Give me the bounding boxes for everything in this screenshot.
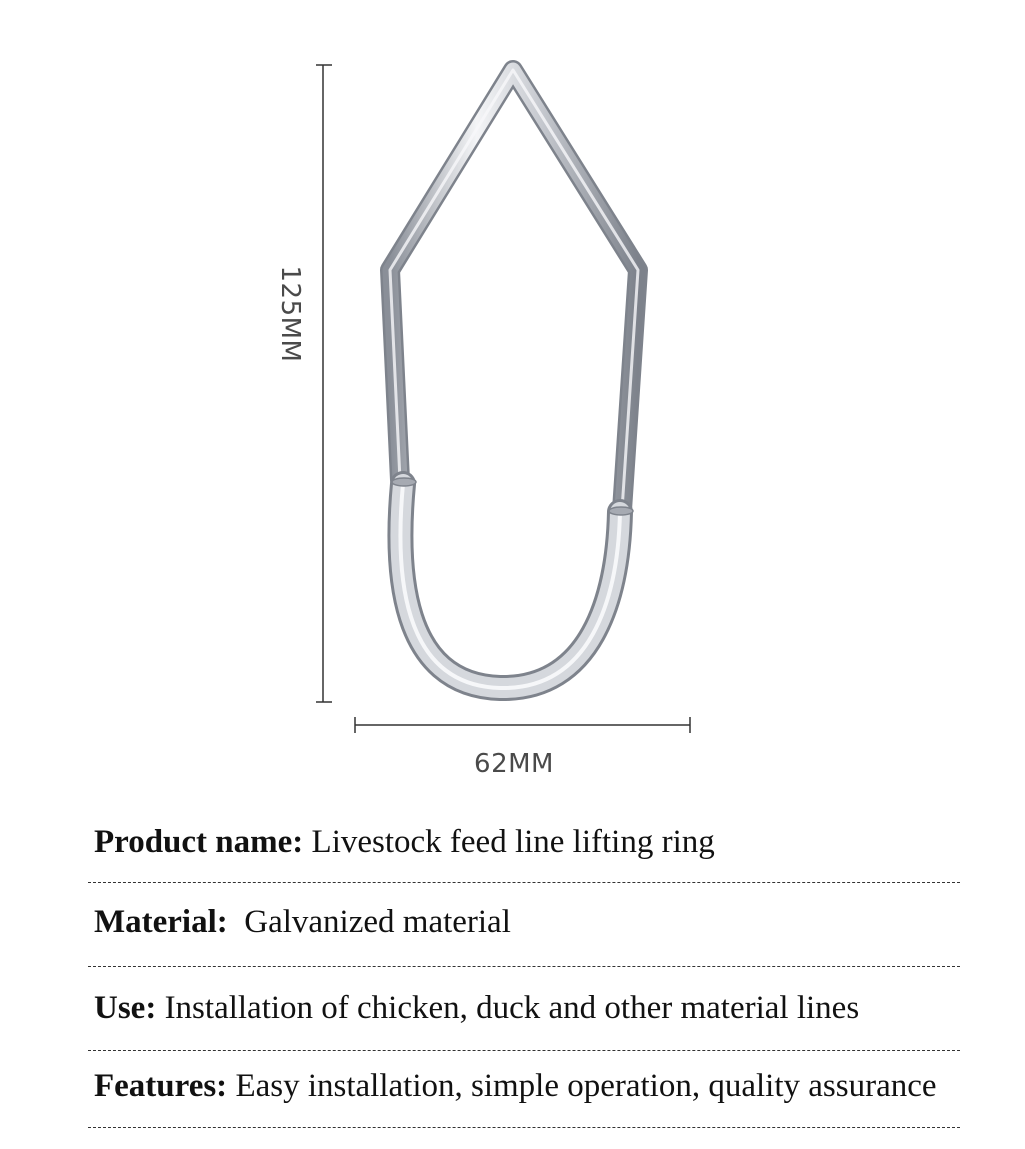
divider [88,1050,960,1051]
height-dimension-line [316,65,332,702]
spec-use [94,990,859,1027]
height-dimension-label: 125MM [275,265,305,363]
lifting-ring-wire [390,70,638,688]
divider [88,966,960,967]
width-dimension-line [355,717,690,733]
width-dimension-label: 62MM [474,749,554,779]
spec-key: Material: [94,904,228,940]
spec-features [94,1068,937,1105]
spec-product-name [94,824,715,861]
spec-value: Easy installation, simple operation, quality assurance [227,1068,937,1104]
divider [88,1127,960,1128]
spec-key: Features: [94,1068,228,1104]
spec-value: Installation of chicken, duck and other material lines [156,990,860,1026]
spec-value: Galvanized material [227,904,511,940]
spec-key: Product name: [94,824,304,860]
spec-material [94,904,511,941]
divider [88,882,960,883]
spec-key: Use: [94,990,157,1026]
spec-value: Livestock feed line lifting ring [303,824,715,860]
